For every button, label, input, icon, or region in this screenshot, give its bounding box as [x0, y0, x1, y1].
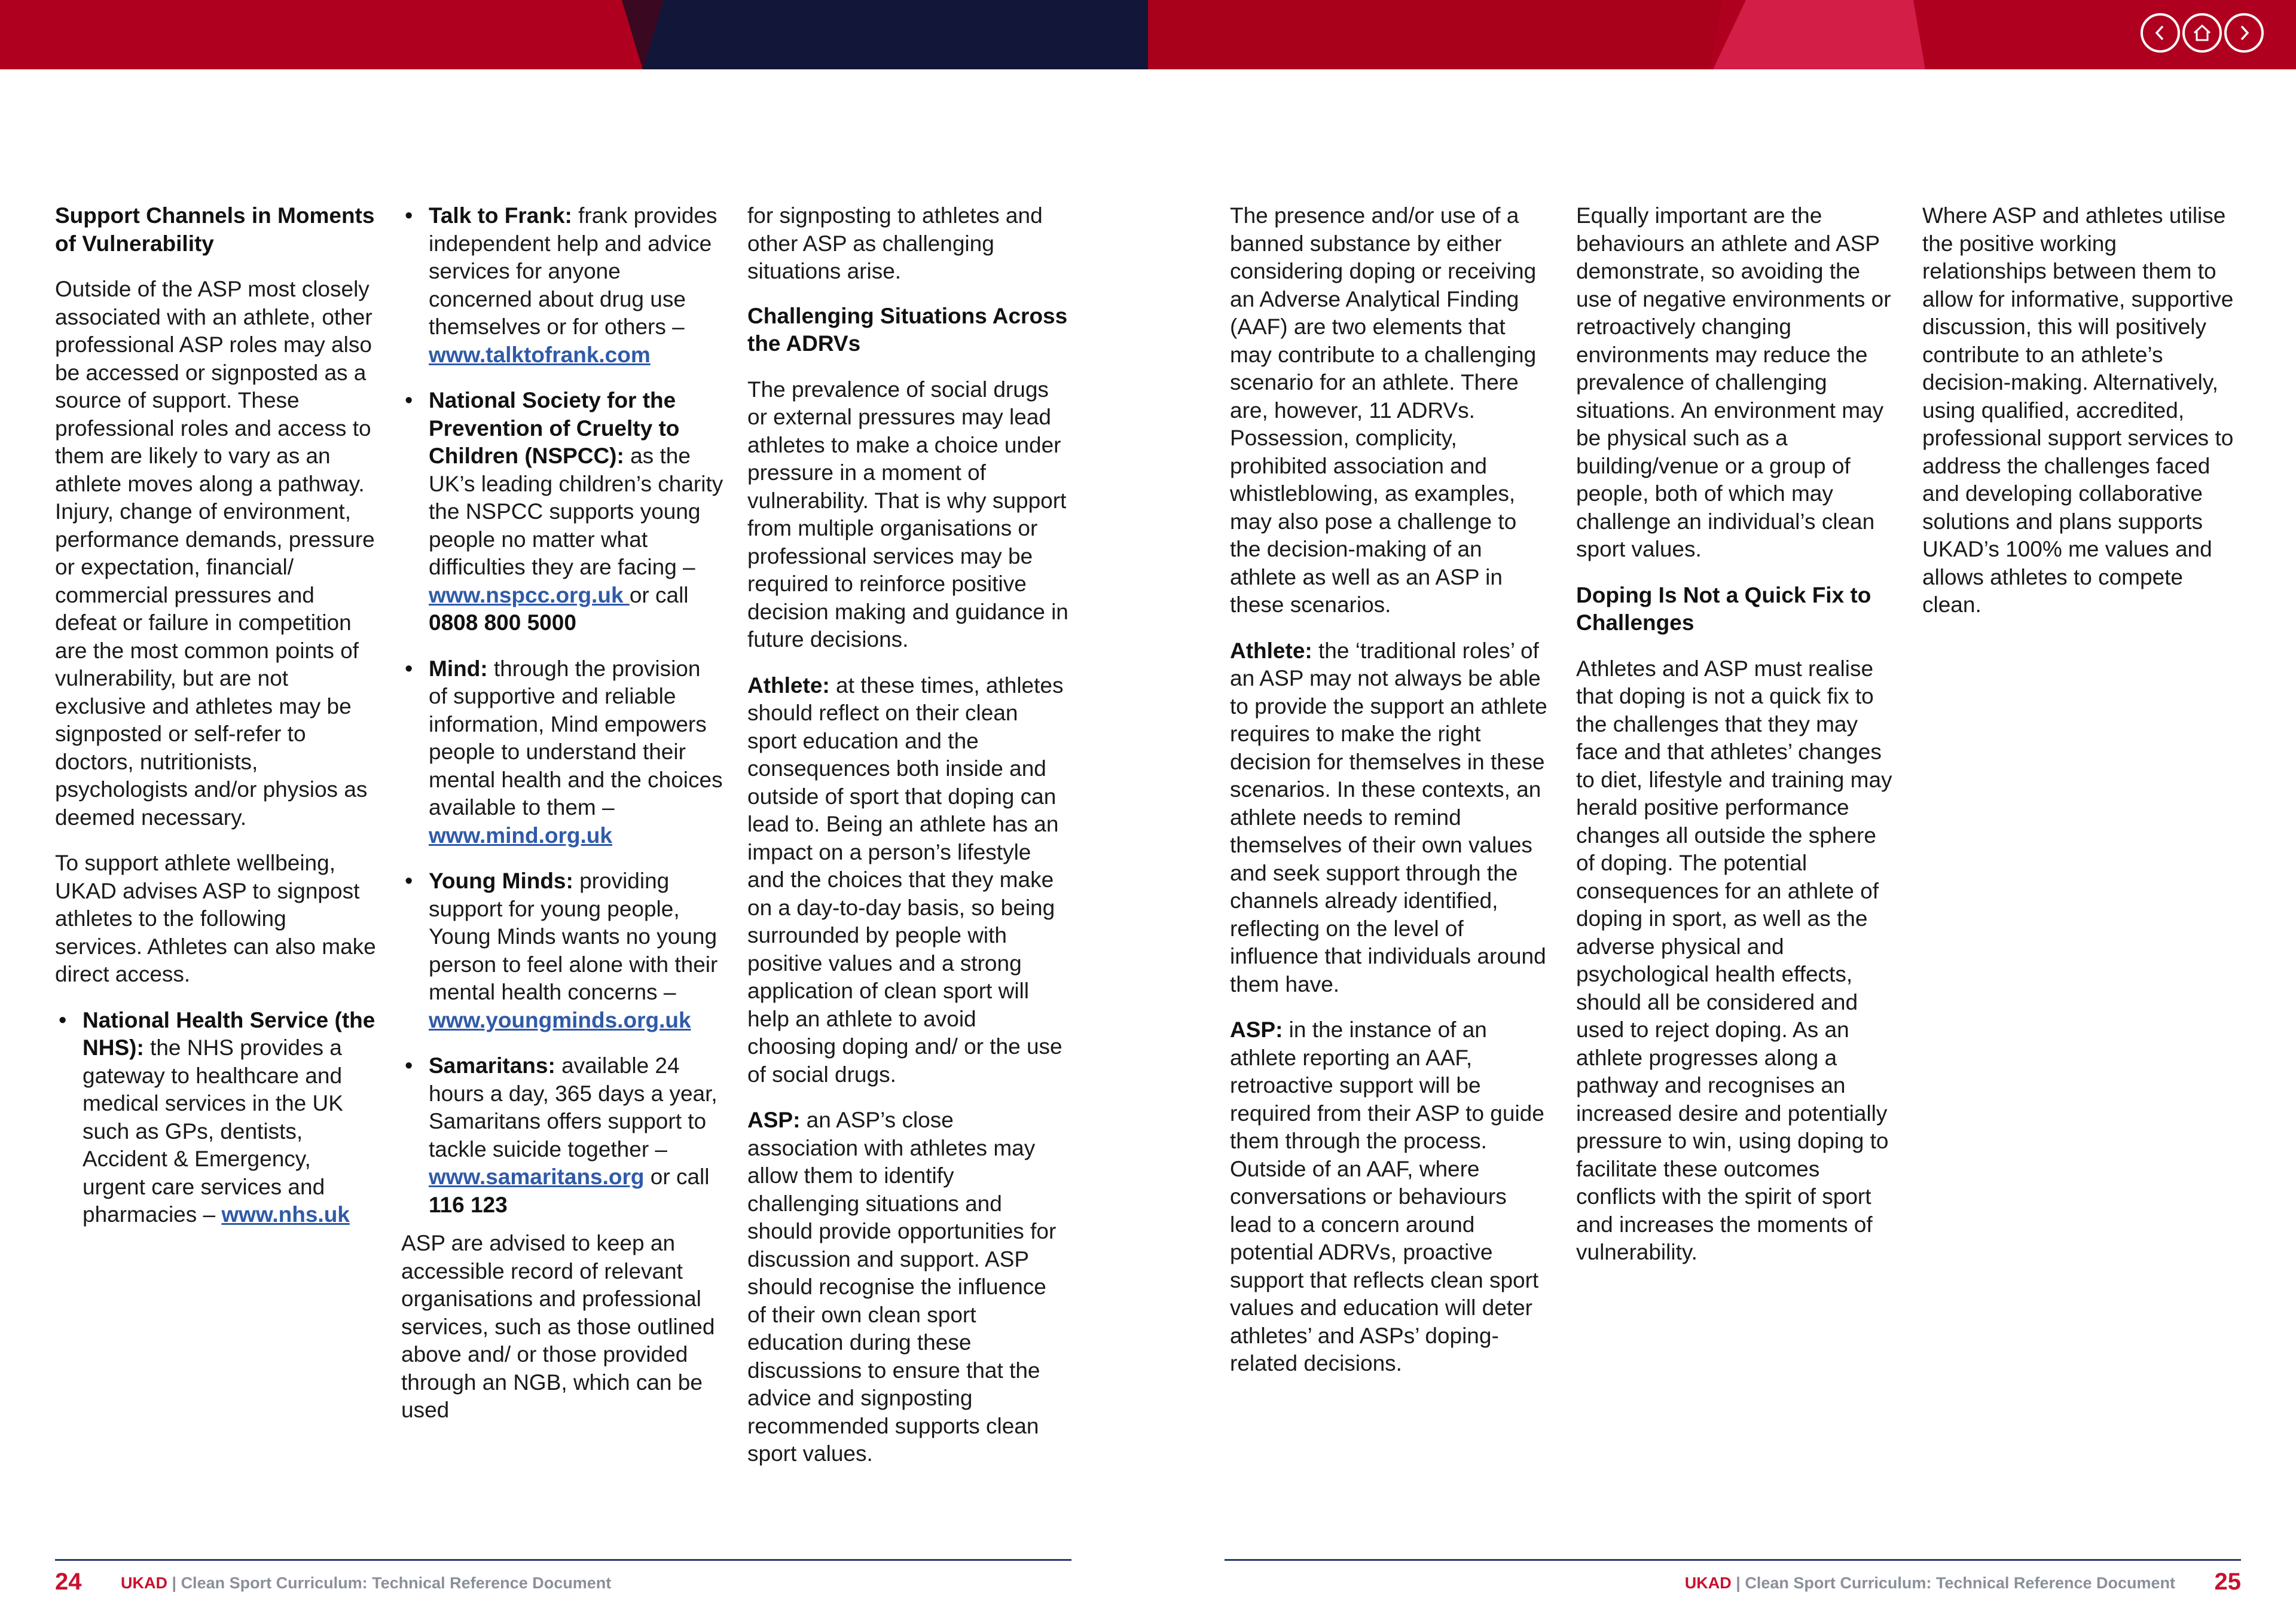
footer-document-title-right [1685, 1574, 2175, 1593]
list-item-young-minds [401, 867, 724, 1034]
chevron-right-icon [2235, 24, 2253, 42]
samaritans-phone: 116 123 [429, 1192, 508, 1217]
nspcc-phone: 0808 800 5000 [429, 610, 576, 635]
previous-page-button[interactable] [2141, 13, 2180, 53]
service-name: Mind: [429, 656, 488, 681]
asp-text: in the instance of an athlete reporting an AAF, retroactive support will be required from their ASP to guide them through the process. Outside of an AAF, where conversations or behaviours lead to a concern around potential ADRVs, proactive support that reflects clean sport values and education will deter athletes’ and ASPs’ doping-related decisions. [1230, 1017, 1544, 1376]
service-name: National Society for the Prevention of Cruelty to Children (NSPCC): [429, 388, 680, 468]
services-list-continued [401, 202, 724, 1219]
athlete-label: Athlete: [747, 673, 830, 698]
youngminds-link[interactable]: www.youngminds.org.uk [429, 1007, 691, 1032]
service-description: through the provision of supportive and reliable information, Mind empowers people to understand their mental health and the choices available to them – [429, 656, 723, 820]
paragraph-behaviours: Equally important are the behaviours an athlete and ASP demonstrate, so avoiding the use of negative environments or retroactively changing environments may reduce the prevalence of challenging situations. An environment may be physical such as a building/venue or a group of people, both of which may challenge an individual’s clean sport values. [1576, 203, 1891, 561]
section-heading-quick-fix: Doping Is Not a Quick Fix to Challenges [1576, 582, 1871, 635]
nhs-link[interactable]: www.nhs.uk [221, 1202, 350, 1227]
banner-graphic [0, 0, 2296, 69]
athlete-label: Athlete: [1230, 638, 1312, 663]
list-item-nspcc [401, 387, 724, 637]
paragraph-wellbeing: To support athlete wellbeing, UKAD advises ASP to signpost athletes to the following services. Athletes can also make direct access. [55, 851, 376, 986]
athlete-text: the ‘traditional roles’ of an ASP may not always be able to provide the support an athlete requires to make the right decision for themselves in these scenarios. In these contexts, an athlete needs to remind themselves of their own values and seek support through the channels already identified, reflecting on the level of influence that individuals around them have. [1230, 638, 1547, 997]
talktofrank-link[interactable]: www.talktofrank.com [429, 342, 651, 367]
paragraph-relationships: Where ASP and athletes utilise the positive working relationships between them to allow for informative, supportive discussion, this will positively contribute to an athlete’s decision-making. Alternatively, using qualified, accredited, professional support services to address the challenges faced and developing collaborative solutions and plans supports UKAD’s 100% me values and allows athletes to compete clean. [1922, 203, 2234, 617]
service-description: or call [629, 582, 689, 607]
service-name: Talk to Frank: [429, 203, 572, 228]
samaritans-link[interactable]: www.samaritans.org [429, 1164, 645, 1189]
footer-separator: | [1731, 1574, 1745, 1592]
chevron-left-icon [2151, 24, 2169, 42]
list-item-mind [401, 655, 724, 850]
footer-rule-right [1225, 1559, 2241, 1561]
paragraph-record: ASP are advised to keep an accessible record of relevant organisations and professional services, such as those outlined above and/ or those provided through an NGB, which can be used [401, 1231, 715, 1422]
services-list [55, 1007, 378, 1229]
service-description: as the UK’s leading children’s charity the NSPCC supports young people no matter what difficulties they are facing – [429, 444, 723, 579]
home-button[interactable] [2182, 13, 2222, 53]
service-description: available 24 hours a day, 365 days a year, Samaritans offers support to tackle suicide together – [429, 1053, 718, 1162]
footer-rule-left [55, 1559, 1071, 1561]
list-item-samaritans [401, 1052, 724, 1219]
mind-link[interactable]: www.mind.org.uk [429, 823, 612, 848]
paragraph-banned-substance: The presence and/or use of a banned substance by either considering doping or receiving an Adverse Analytical Finding (AAF) are two elements that may contribute to a challenging scenario for an athlete. There are, however, 11 ADRVs. Possession, complicity, prohibited association and whistleblowing, as examples, may also pose a challenge to the decision-making of an athlete as well as an ASP in these scenarios. [1230, 203, 1537, 617]
section-heading-support-channels: Support Channels in Moments of Vulnerability [55, 203, 375, 256]
service-description: or call [644, 1164, 710, 1189]
service-description: frank provides independent help and advice services for anyone concerned about drug use themselves or for others – [429, 203, 718, 339]
footer-document-title-left [121, 1574, 611, 1593]
page-navigation [2141, 13, 2264, 53]
asp-text: an ASP’s close association with athletes may allow them to identify challenging situations and should provide opportunities for discussion and support. ASP should recognise the influence of their own clean sport education during these discussions to ensure that the advice and signposting recommended supports clean sport values. [747, 1108, 1057, 1466]
home-icon [2192, 23, 2212, 43]
service-description: providing support for young people, Young Minds wants no young person to feel alone with their mental health concerns – [429, 869, 718, 1004]
footer-separator: | [167, 1574, 181, 1592]
next-page-button[interactable] [2224, 13, 2264, 53]
column-5 [1576, 202, 1899, 1285]
page-number-right: 25 [2214, 1569, 2241, 1595]
footer-brand: UKAD [121, 1574, 167, 1592]
list-item-nhs [55, 1007, 378, 1229]
asp-label: ASP: [1230, 1017, 1283, 1042]
service-name: Samaritans: [429, 1053, 555, 1078]
nspcc-link[interactable]: www.nspcc.org.uk [429, 582, 630, 607]
paragraph-vulnerability: Outside of the ASP most closely associated with an athlete, other professional ASP roles may also be accessed or signposted as a source of support. These professional roles and access to them are likely to vary as an athlete moves along a pathway. Injury, change of environment, performance demands, pressure or expectation, financial/ commercial pressures and defeat or failure in competition are the most common points of vulnerability, but are not exclusive and athletes may be signposted or self-refer to doctors, nutritionists, psychologists and/or physios as deemed necessary. [55, 277, 375, 830]
athlete-text: at these times, athletes should reflect on their clean sport education and the consequences both inside and outside of sport that doping can lead to. Being an athlete has an impact on a person’s lifestyle and the choices that they make on a day-to-day basis, so being surrounded by people with positive values and a strong application of clean sport will help an athlete to avoid choosing doping and/ or the use of social drugs. [747, 673, 1064, 1087]
page-number-left: 24 [55, 1569, 82, 1595]
list-item-frank [401, 202, 724, 369]
paragraph-asp-aaf [1230, 1016, 1553, 1378]
section-heading-challenging-situations: Challenging Situations Across the ADRVs [747, 303, 1068, 356]
service-description: the NHS provides a gateway to healthcare and medical services in the UK such as GPs, dentists, Accident & Emergency, urgent care services and pharmacies – [83, 1035, 343, 1227]
paragraph-athlete [747, 672, 1070, 1089]
asp-label: ASP: [747, 1108, 801, 1132]
service-name: Young Minds: [429, 869, 573, 893]
column-4 [1230, 202, 1553, 1396]
footer-doc-title: Clean Sport Curriculum: Technical Reference Document [1745, 1574, 2175, 1592]
paragraph-asp [747, 1107, 1070, 1468]
footer-brand: UKAD [1684, 1574, 1732, 1592]
paragraph-continued: for signposting to athletes and other ASP as challenging situations arise. [747, 203, 1043, 283]
footer-doc-title: Clean Sport Curriculum: Technical Reference Document [181, 1574, 612, 1592]
column-2 [401, 202, 724, 1442]
column-6 [1922, 202, 2245, 637]
paragraph-prevalence: The prevalence of social drugs or external pressures may lead athletes to make a choice under pressure in a moment of vulnerability. That is why support from multiple organisations or professional services may be required to reinforce positive decision making and guidance in future decisions. [747, 377, 1068, 652]
paragraph-realise: Athletes and ASP must realise that doping is not a quick fix to the challenges that they may face and that athletes’ changes to diet, lifestyle and training may herald positive performance changes all outside the sphere of doping. The potential consequences for an athlete of doping in sport, as well as the adverse physical and psychological health effects, should all be considered and used to reject doping. As an athlete progresses along a pathway and recognises an increased desire and potentially pressure to win, using doping to facilitate these outcomes conflicts with the spirit of sport and increases the moments of vulnerability. [1576, 656, 1892, 1264]
column-1 [55, 202, 378, 1247]
paragraph-athlete-roles [1230, 637, 1553, 999]
header-banner [0, 0, 2296, 69]
column-3 [747, 202, 1070, 1486]
service-name: National Health Service (the NHS): [83, 1007, 375, 1060]
